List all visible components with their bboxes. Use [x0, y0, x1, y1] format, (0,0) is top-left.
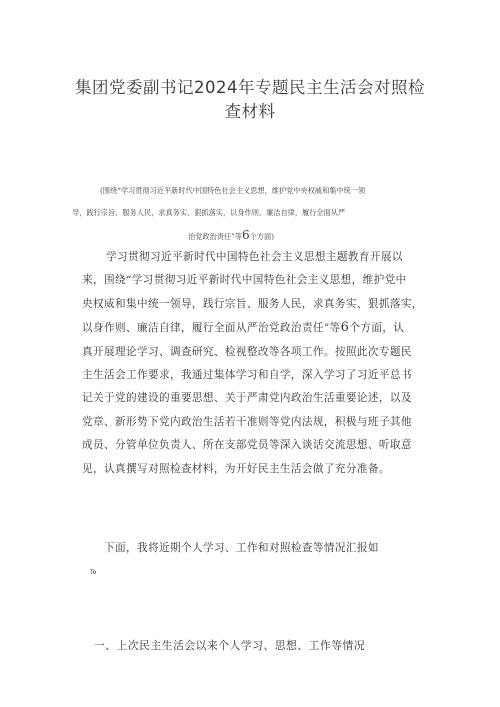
- body-line-4: [82, 316, 432, 340]
- body-line-9: 成员、分管单位负责人、所在支部党员等深入谈话交流思想、听取意: [82, 439, 412, 452]
- body-line-3: 央权威和集中统一领导，践行宗旨、服务人民，求真务实、狠抓落实，: [82, 297, 423, 310]
- body-line-5: 真开展理论学习、调查研究、检视整改等各项工作。按照此次专题民: [82, 345, 412, 358]
- title-line-2: 查材料: [224, 102, 276, 121]
- subtitle-line-3: [86, 224, 426, 248]
- subtitle-line-2: 导，践行宗旨、服务人民，求真务实、狠抓落实，以身作则、廉洁自律，履行全面从严: [72, 208, 346, 217]
- body-line-6: 主生活会工作要求，我通过集体学习和自学，深入学习了习近平总书: [82, 369, 412, 382]
- body-line-10: 见，认真撰写对照检查材料，为开好民主生活会做了充分准备。: [82, 462, 390, 475]
- to-mark: To: [90, 569, 97, 576]
- body-paragraph: [82, 246, 432, 481]
- subtitle-line-1: (围绕“学习贯彻习近平新时代中国特色社会主义思想，维护党中央权威和集中统一领: [100, 186, 366, 195]
- document-subtitle: [72, 180, 426, 248]
- subtitle-line-3-number: 6: [242, 228, 250, 242]
- body-line-4-number: 6: [340, 320, 350, 336]
- body-line-1: 学习贯彻习近平新时代中国特色社会主义思想主题教育开展以: [106, 251, 403, 263]
- body-line-4-suffix: 个方面，认: [349, 322, 405, 335]
- title-line-1: 集团党委副书记2024年专题民主生活会对照检: [75, 78, 425, 97]
- body-line-8: 党章、新形势下党内政治生活若干准则等党内法规，积极与班子其他: [82, 415, 412, 428]
- body-line-2: 来，围绕“学习贯彻习近平新时代中国特色社会主义思想，维护党中: [82, 274, 407, 287]
- body-line-7: 记关于党的建设的重要思想、关于严肃党内政治生活重要论述，以及: [82, 392, 412, 405]
- body-line-4-prefix: 以身作则、廉洁自律，履行全面从严治党政治责任”等: [82, 322, 341, 335]
- subtitle-line-3-prefix: 治党政治责任”等: [188, 232, 242, 241]
- document-title: [60, 76, 440, 124]
- lead-in-sentence: 下面，我将近期个人学习、工作和对照检查等情况汇报如: [104, 542, 379, 554]
- subtitle-line-3-suffix: 个方面): [249, 232, 275, 241]
- section-heading-1: 一、上次民主生活会以来个人学习、思想、工作等情况: [94, 639, 366, 652]
